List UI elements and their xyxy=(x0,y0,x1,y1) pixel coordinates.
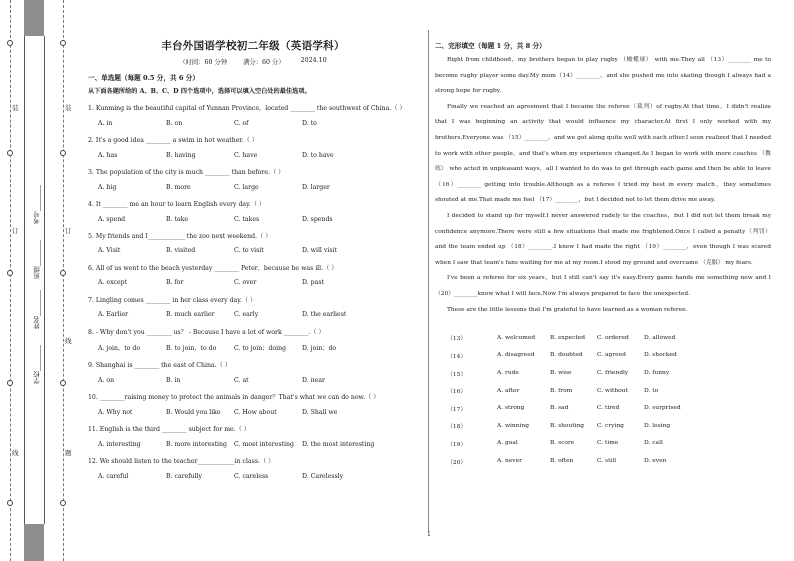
question-text: 7. Lingling comes ________ in her class every day.（ ） xyxy=(88,296,257,304)
answer-option[interactable]: B. for xyxy=(166,279,184,287)
answer-option[interactable]: A. except xyxy=(98,279,128,287)
question-text: 3. The population of the city is much ________ than before.（ ） xyxy=(88,169,285,177)
question-text: 4. It ________ me an hour to learn English every day.（ ） xyxy=(88,200,266,208)
binding-char: 装 xyxy=(12,104,19,112)
cloze-option-row xyxy=(435,399,771,417)
answer-option[interactable]: B. shouting xyxy=(550,422,585,429)
answer-option[interactable]: B. from xyxy=(550,387,573,394)
binding-bar-bottom xyxy=(24,524,44,561)
answer-option[interactable]: C. at xyxy=(234,377,249,385)
answer-option[interactable]: D. join；do xyxy=(302,345,337,353)
cloze-number: （14） xyxy=(447,353,467,360)
question-text: 5. My friends and I____________ the zoo next weekend.（ ） xyxy=(88,232,272,240)
answer-option[interactable]: A. Visit xyxy=(98,247,121,255)
answer-option[interactable]: D. Shall we xyxy=(302,408,338,416)
answer-option[interactable]: C. of xyxy=(234,119,249,127)
answer-option[interactable]: D. near xyxy=(302,377,325,385)
exam-date: 2024.10 xyxy=(300,57,327,64)
answer-option[interactable]: A. has xyxy=(98,151,118,159)
question-text: 11. English is the third ________ subject for me.（ ） xyxy=(88,426,251,434)
answer-option[interactable]: A. welcomed xyxy=(497,334,536,341)
answer-option[interactable]: C. to join；doing xyxy=(234,345,287,353)
answer-option[interactable]: D. funny xyxy=(644,370,670,377)
cut-circle xyxy=(7,500,13,506)
exam-score: 满分：60 分） xyxy=(243,59,285,66)
answer-option[interactable]: B. visited xyxy=(166,247,196,255)
answer-option[interactable]: A. Why not xyxy=(98,408,133,416)
answer-options xyxy=(88,152,418,159)
answer-option[interactable]: B. much earlier xyxy=(166,311,215,319)
answer-option[interactable]: D. the earliest xyxy=(302,311,347,319)
answer-option[interactable]: D. spends xyxy=(302,215,333,223)
answer-option[interactable]: B. often xyxy=(550,458,574,465)
answer-option[interactable]: D. surprised xyxy=(644,405,681,412)
cloze-option-row xyxy=(435,452,771,470)
answer-options xyxy=(88,473,418,480)
answer-option[interactable]: D. allowed xyxy=(644,334,676,341)
binding-char: 装 xyxy=(65,104,72,112)
answer-option[interactable]: A. disagreed xyxy=(497,352,535,359)
answer-option[interactable]: C. without xyxy=(597,387,628,394)
page-number: 1 xyxy=(427,531,431,538)
exam-time: （时间：60 分钟 xyxy=(179,59,228,66)
cloze-option-row xyxy=(435,417,771,435)
answer-option[interactable]: A. careful xyxy=(98,472,129,480)
answer-option[interactable]: C. takes xyxy=(234,215,260,223)
binding-line-left xyxy=(24,36,25,524)
answer-option[interactable]: D. to xyxy=(302,119,317,127)
cut-circle xyxy=(60,40,66,46)
question-text: 10. ________raising money to protect the animals in danger？That's what we can do now.（ ） xyxy=(88,394,380,402)
answer-option[interactable]: D. to have xyxy=(302,151,334,159)
answer-option[interactable]: D. call xyxy=(644,440,663,447)
question-text: 12. We should listen to the teacher____________in class.（ ） xyxy=(88,458,275,466)
answer-option[interactable]: A. in xyxy=(98,119,113,127)
exam-title: 丰台外国语学校初二年级（英语学科） xyxy=(161,40,345,52)
answer-option[interactable]: B. score xyxy=(550,440,575,447)
cloze-option-row xyxy=(435,329,771,347)
cloze-number: （20） xyxy=(447,459,467,466)
answer-option[interactable]: D. past xyxy=(302,279,324,287)
cut-circle xyxy=(7,40,13,46)
cloze-options xyxy=(435,329,771,470)
binding-char: 线 xyxy=(12,449,19,457)
left-column xyxy=(88,38,418,480)
answer-option[interactable]: A. join，to do xyxy=(98,345,141,353)
answer-option[interactable]: D. larger xyxy=(302,183,330,191)
answer-option[interactable]: B. in xyxy=(166,377,181,385)
cloze-number: （13） xyxy=(447,336,467,343)
answer-option[interactable]: B. carefully xyxy=(166,472,202,480)
section-instruction: 从下面各题所给的 A、B、C、D 四个选项中，选择可以填入空白处的最佳选项。 xyxy=(88,88,311,95)
cloze-number: （15） xyxy=(447,371,467,378)
cloze-option-row xyxy=(435,382,771,400)
answer-option[interactable]: C. have xyxy=(234,151,258,159)
answer-option[interactable]: C. friendly xyxy=(597,370,629,377)
answer-options xyxy=(88,216,418,223)
answer-option[interactable]: A. interesting xyxy=(98,440,141,448)
question-text: 6. All of us went to the beach yesterday ________ Peter，because he was ill.（ ） xyxy=(88,264,338,272)
answer-option[interactable]: C. agreed xyxy=(597,352,626,359)
answer-option[interactable]: D. to xyxy=(644,387,659,394)
answer-option[interactable]: B. doubted xyxy=(550,352,583,359)
answer-option[interactable]: C. over xyxy=(234,279,257,287)
answer-option[interactable]: C. tired xyxy=(597,405,620,412)
cloze-number: （19） xyxy=(447,441,467,448)
answer-options xyxy=(88,120,418,127)
cloze-option-row xyxy=(435,435,771,453)
passage-paragraph: I've been a referee for six years，but I still can't say it's easy.Every game hands me something new and I（20）________know what I will face.Now I'm always prepared to face the unexpected. xyxy=(435,275,771,297)
answer-option[interactable]: B. more xyxy=(166,183,191,191)
answer-option[interactable]: D. the most interesting xyxy=(302,440,375,448)
answer-option[interactable]: D. will visit xyxy=(302,247,337,255)
binding-line-right xyxy=(44,36,45,524)
answer-option[interactable]: B. on xyxy=(166,119,183,127)
answer-option[interactable]: D. shocked xyxy=(644,352,677,359)
answer-options xyxy=(88,441,418,448)
answer-option[interactable]: C. early xyxy=(234,311,259,319)
question-text: 8. - Why don't you ________ us？ - Because I have a lot of work ________.（ ） xyxy=(88,328,325,336)
answer-option[interactable]: C. How about xyxy=(234,408,277,416)
answer-option[interactable]: B. Would you like xyxy=(166,408,221,416)
cloze-number: （18） xyxy=(447,424,467,431)
passage-paragraph: Finally we reached an agreement that I became the referee（裁判）of rugby.At that time，I didn't realize that I was beginning an activity that would influence my character.At first I only worked with my brothers.Everyone was （15）________，and we got along quite well with each other.I soon realized that I needed to work with other people，and that's when my experience changed.As I began to work with more coaches （教练） who acted in unpleasant ways，all I wanted to do was to get through each game and then be able to leave （16）________ getting into trouble.Although as a referee I tried my best in every match，they sometimes shouted at me.That made me feel （17）________，but I decided not to let them drive me away. xyxy=(435,103,771,204)
answer-option[interactable]: A. Earlier xyxy=(98,311,129,319)
section-heading: 一、单选题（每题 0.5 分，共 6 分） xyxy=(88,74,199,82)
cut-circle xyxy=(7,380,13,386)
answer-options xyxy=(88,343,418,352)
answer-option[interactable]: A. strong xyxy=(497,405,525,412)
exam-meta xyxy=(88,57,418,66)
question-text: 1. Kunming is the beautiful capital of Yunnan Province，located ________ the southwest of China.（ ） xyxy=(88,105,406,113)
binding-char: 线 xyxy=(65,337,72,345)
answer-option[interactable]: A. winning xyxy=(497,422,529,429)
answer-option[interactable]: B. more interesting xyxy=(166,440,227,448)
answer-options xyxy=(88,184,418,191)
answer-option[interactable]: A. on xyxy=(98,377,115,385)
cut-circle xyxy=(7,270,13,276)
answer-option[interactable]: D. Carelessly xyxy=(302,472,344,480)
answer-option[interactable]: C. careless xyxy=(234,472,269,480)
binding-char: 订 xyxy=(65,227,72,235)
cut-circle xyxy=(60,500,66,506)
name-field[interactable]: 姓名________ xyxy=(33,290,41,329)
answer-option[interactable]: A. goal xyxy=(497,440,518,447)
answer-option[interactable]: D. losing xyxy=(644,422,671,429)
answer-option[interactable]: B. take xyxy=(166,215,189,223)
passage-paragraph: Right from childhood，my brothers began to play rugby （橄榄球） with me.They all （13）________ me to become rugby player some day.My mom（14）________，and she pushed me into skating though I always had a strong hope for rugby. xyxy=(435,57,771,95)
answer-options xyxy=(88,377,418,384)
cloze-option-row xyxy=(435,347,771,365)
cut-circle xyxy=(60,270,66,276)
answer-option[interactable]: B. expected xyxy=(550,334,586,341)
cloze-number: （16） xyxy=(447,389,467,396)
right-column xyxy=(435,38,771,470)
passage-paragraph: These are the little lessons that I'm grateful to have learned as a woman referee. xyxy=(447,306,688,313)
school-field[interactable]: 学校________ xyxy=(33,345,41,384)
answer-option[interactable]: C. to visit xyxy=(234,247,264,255)
cloze-passage xyxy=(435,53,771,318)
answer-option[interactable]: A. after xyxy=(497,387,520,394)
answer-option[interactable]: A. never xyxy=(497,458,522,465)
answer-option[interactable]: A. big xyxy=(98,183,117,191)
binding-margin xyxy=(0,0,84,561)
exam-number-field[interactable]: 考号________ xyxy=(33,185,41,224)
question-list xyxy=(88,103,418,479)
answer-option[interactable]: B. to join，to do xyxy=(166,345,217,353)
cut-circle xyxy=(7,150,13,156)
answer-options xyxy=(88,409,418,416)
answer-option[interactable]: C. large xyxy=(234,183,259,191)
answer-option[interactable]: C. ordered xyxy=(597,334,629,341)
class-field[interactable]: 班级________ xyxy=(33,240,41,279)
answer-option[interactable]: D. even xyxy=(644,458,667,465)
answer-options xyxy=(88,247,418,254)
cut-circle xyxy=(60,150,66,156)
binding-char: 题 xyxy=(65,449,72,457)
question-text: 9. Shanghai is ________ the east of China.（ ） xyxy=(88,362,231,370)
answer-option[interactable]: B. having xyxy=(166,151,196,159)
answer-option[interactable]: B. sad xyxy=(550,405,569,412)
column-divider xyxy=(428,30,429,532)
cloze-number: （17） xyxy=(447,406,467,413)
cut-circle xyxy=(60,380,66,386)
answer-option[interactable]: A. rude xyxy=(497,370,519,377)
answer-option[interactable]: C. crying xyxy=(597,422,624,429)
binding-bar-top xyxy=(24,0,44,36)
cloze-option-row xyxy=(435,364,771,382)
answer-option[interactable]: A. spend xyxy=(98,215,126,223)
cut-line-outer xyxy=(10,0,11,561)
answer-option[interactable]: C. time xyxy=(597,440,619,447)
answer-option[interactable]: B. wise xyxy=(550,370,572,377)
passage-paragraph: I decided to stand up for myself.I never answered rudely to the coaches，but I did not let them break my confidence anymore.There were still a few situations that made me frightened.Once I called a penalty（判罚） and the team ended up （18）________.I knew I had made the right （19）________，even though I was scared when I saw that team's fans waiting for me at my room.I stood my ground and overcame （克服） my fears. xyxy=(435,212,771,266)
answer-option[interactable]: C. most interesting xyxy=(234,440,294,448)
answer-option[interactable]: C. still xyxy=(597,458,617,465)
section-heading: 二、完形填空（每题 1 分，共 8 分） xyxy=(435,42,546,50)
question-text: 2. It's a good idea ________ a swim in hot weather.（ ） xyxy=(88,137,259,145)
answer-options xyxy=(88,279,418,286)
answer-options xyxy=(88,311,418,318)
cut-line-inner xyxy=(63,0,64,561)
binding-char: 订 xyxy=(12,227,19,235)
